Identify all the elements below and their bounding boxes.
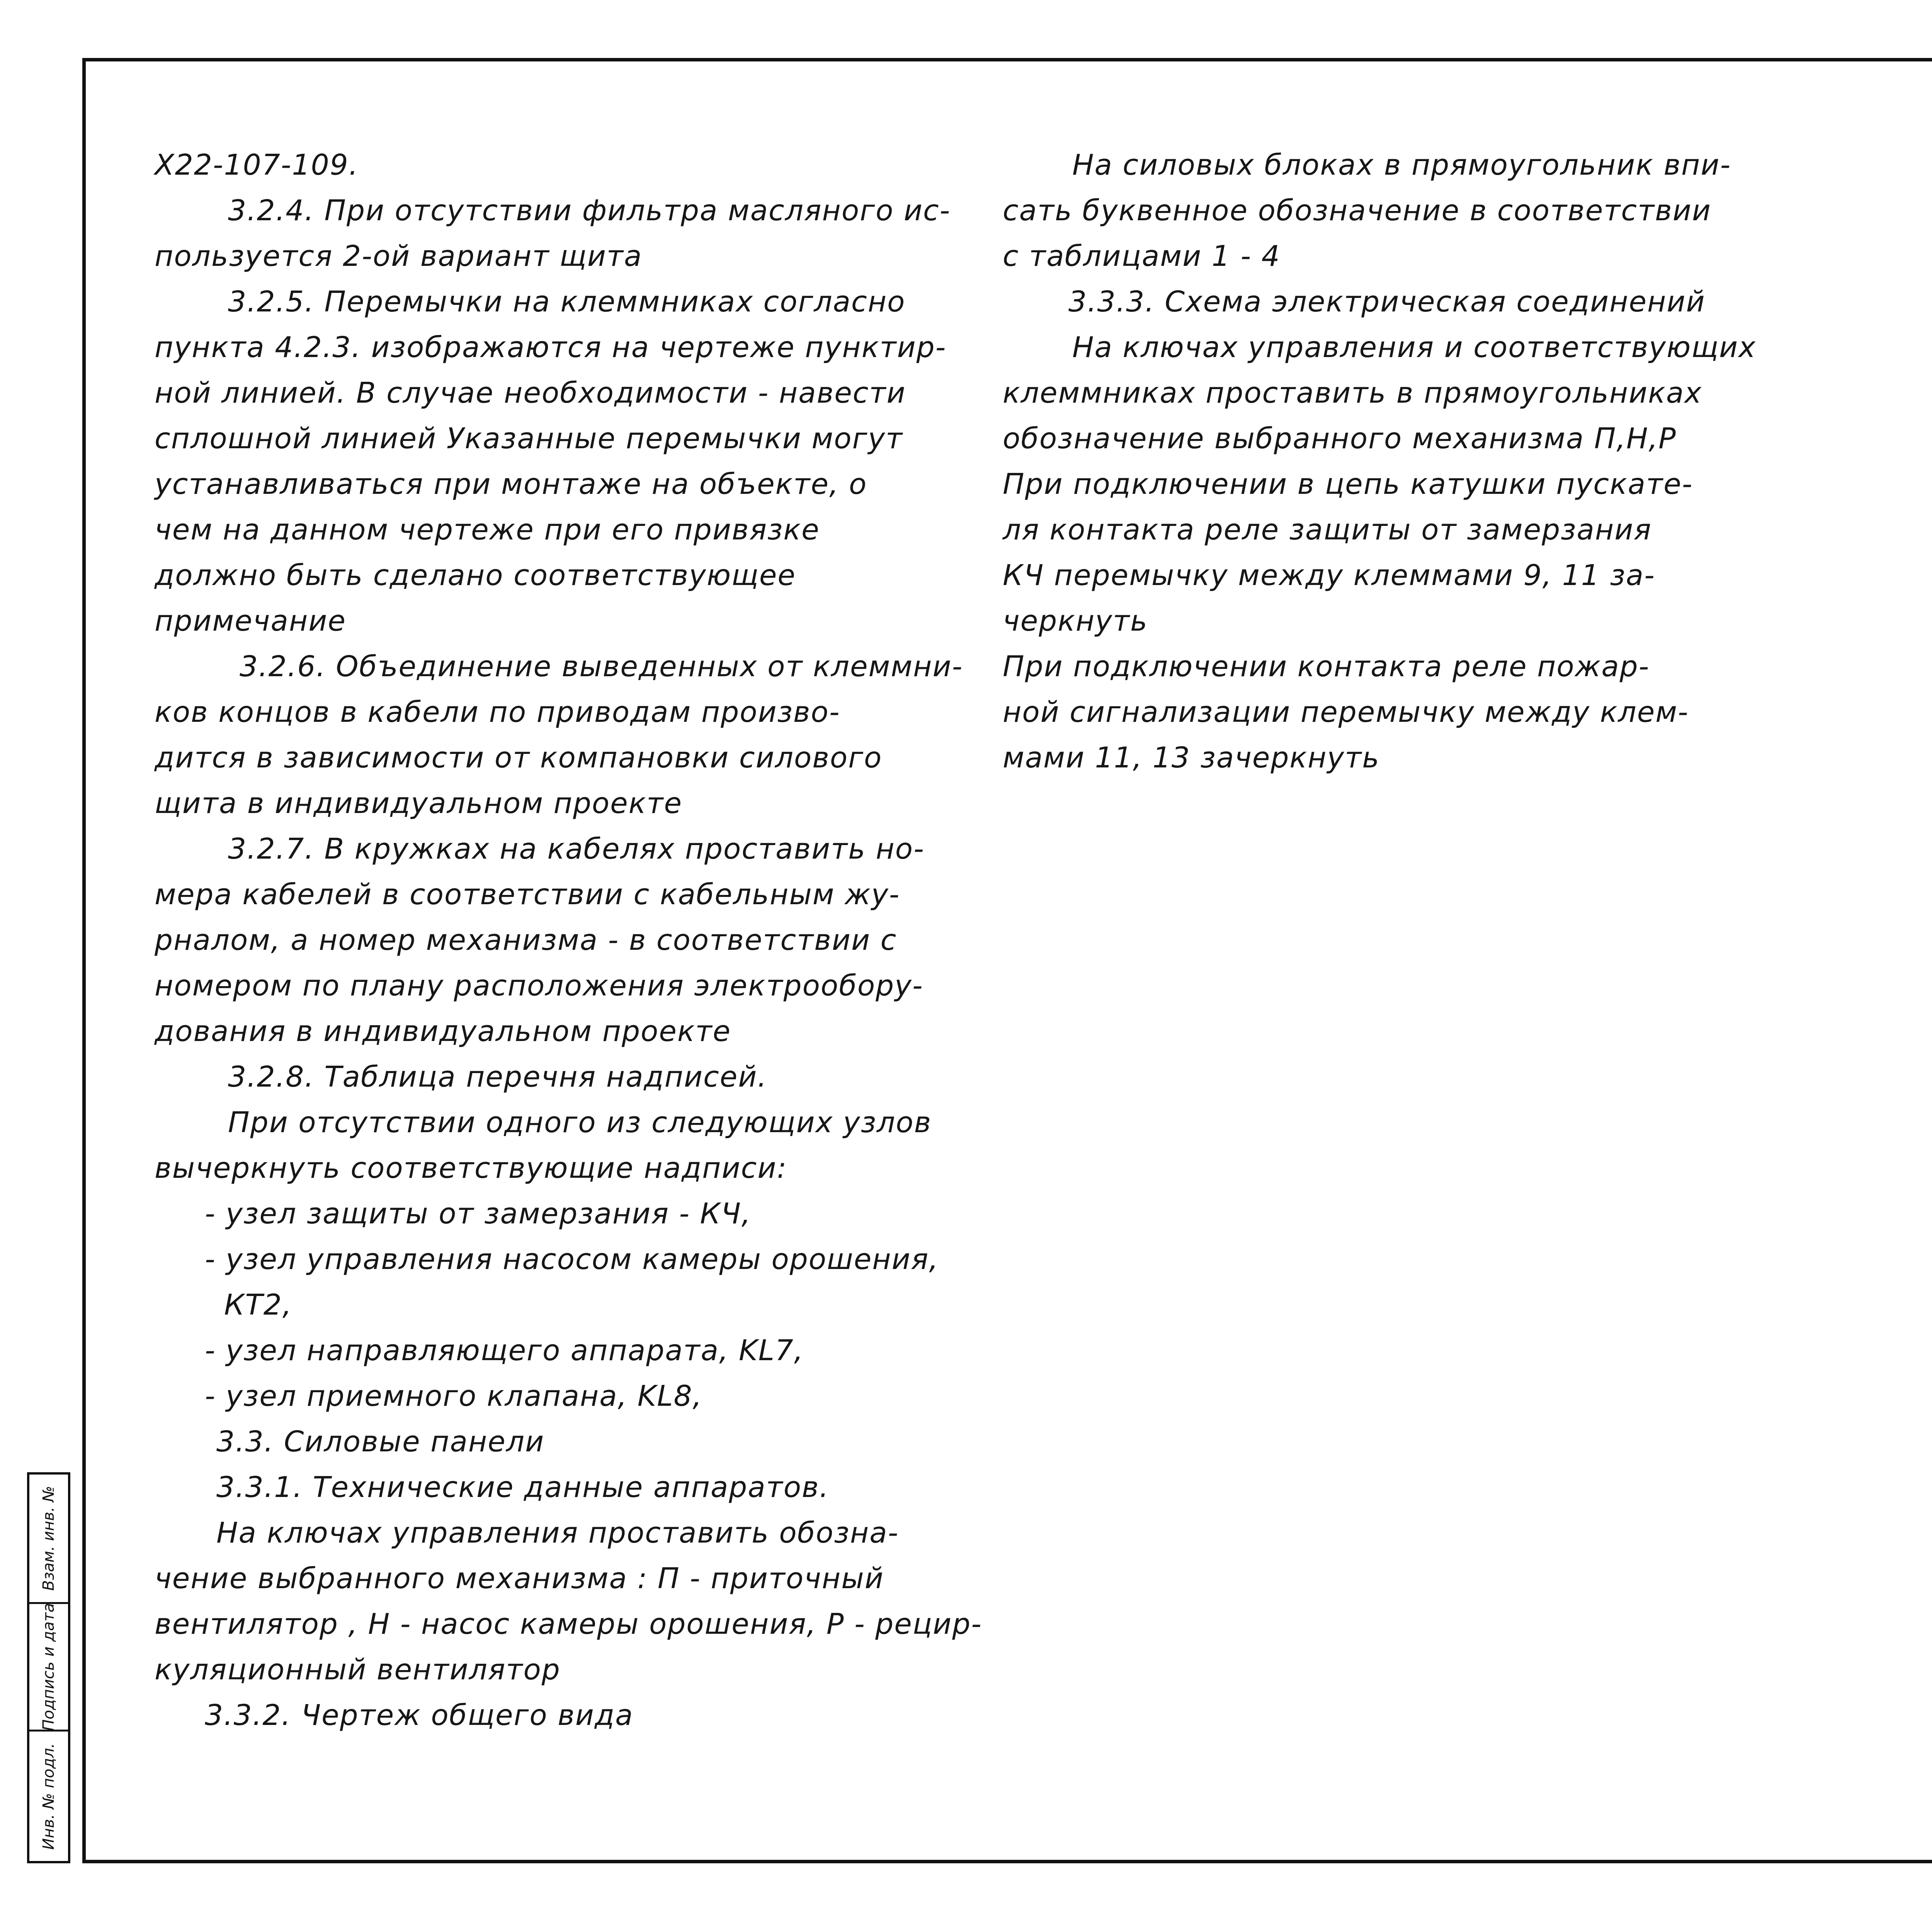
text-line: КТ2,: [224, 1288, 293, 1322]
text-line: - узел управления насосом камеры орошения,: [205, 1243, 939, 1276]
text-line: 3.2.4. При отсутствии фильтра масляного ис-: [228, 194, 951, 227]
text-line: 3.3.1. Технические данные аппаратов.: [216, 1471, 830, 1504]
text-line: 3.3.2. Чертеж общего вида: [205, 1699, 634, 1732]
text-line: На ключах управления и соответствующих: [1072, 331, 1756, 364]
text-line: чем на данном чертеже при его привязке: [155, 513, 820, 546]
text-line: мами 11, 13 зачеркнуть: [1003, 741, 1380, 774]
text-line: номером по плану расположения электрообору-: [155, 969, 923, 1002]
stamp-cell: [29, 1475, 68, 1602]
text-line: ков концов в кабели по приводам произво-: [155, 696, 840, 729]
text-line: обозначение выбранного механизма П,Н,Р: [1003, 422, 1677, 455]
text-line: сплошной линией Указанные перемычки могут: [155, 422, 903, 455]
margin-stamp: [27, 1472, 70, 1863]
text-line: ной линией. В случае необходимости - навести: [155, 376, 906, 410]
text-line: Х22-107-109.: [155, 148, 359, 182]
text-line: вычеркнуть соответствующие надписи:: [155, 1152, 787, 1185]
text-line: куляционный вентилятор: [155, 1653, 561, 1686]
text-line: При подключении контакта реле пожар-: [1003, 650, 1650, 683]
text-line: - узел направляющего аппарата, KL7,: [205, 1334, 804, 1367]
text-line: вентилятор , Н - насос камеры орошения, Р - рецир-: [155, 1607, 982, 1641]
text-line: с таблицами 1 - 4: [1003, 240, 1281, 273]
text-line: устанавливаться при монтаже на объекте, о: [155, 468, 867, 501]
stamp-cell: [29, 1730, 68, 1861]
text-line: 3.2.5. Перемычки на клеммниках согласно: [228, 285, 906, 318]
stamp-label: Подпись и дата: [40, 1602, 58, 1731]
text-line: щита в индивидуальном проекте: [155, 787, 683, 820]
text-line: пользуется 2-ой вариант щита: [155, 240, 643, 273]
text-line: мера кабелей в соответствии с кабельным жу-: [155, 878, 900, 911]
text-line: 3.3. Силовые панели: [216, 1425, 545, 1458]
text-line: КЧ перемычку между клеммами 9, 11 за-: [1003, 559, 1655, 592]
text-line: На силовых блоках в прямоугольник впи-: [1072, 148, 1731, 182]
text-line: 3.2.8. Таблица перечня надписей.: [228, 1060, 767, 1094]
stamp-label: Инв. № подл.: [40, 1743, 58, 1850]
stamp-label: Взам. инв. №: [40, 1486, 58, 1591]
text-line: примечание: [155, 604, 346, 638]
text-line: - узел приемного клапана, KL8,: [205, 1379, 703, 1413]
text-line: ля контакта реле защиты от замерзания: [1003, 513, 1652, 546]
text-line: дования в индивидуальном проекте: [155, 1015, 731, 1048]
text-line: 3.3.3. Схема электрическая соединений: [1068, 285, 1706, 318]
text-line: дится в зависимости от компановки силового: [155, 741, 883, 774]
text-line: клеммниках проставить в прямоугольниках: [1003, 376, 1702, 410]
text-line: сать буквенное обозначение в соответствии: [1003, 194, 1711, 227]
text-line: чение выбранного механизма : П - приточный: [155, 1562, 884, 1595]
text-line: При отсутствии одного из следующих узлов: [228, 1106, 932, 1139]
text-line: На ключах управления проставить обозна-: [216, 1516, 899, 1550]
text-line: - узел защиты от замерзания - КЧ,: [205, 1197, 752, 1230]
text-line: рналом, а номер механизма - в соответствии с: [155, 924, 897, 957]
text-line: 3.2.6. Объединение выведенных от клеммни-: [240, 650, 963, 683]
text-line: пункта 4.2.3. изображаются на чертеже пунктир-: [155, 331, 947, 364]
text-line: 3.2.7. В кружках на кабелях проставить но-: [228, 832, 925, 866]
text-line: При подключении в цепь катушки пускате-: [1003, 468, 1693, 501]
stamp-cell: [29, 1602, 68, 1730]
text-line: ной сигнализации перемычку между клем-: [1003, 696, 1689, 729]
text-line: должно быть сделано соответствующее: [155, 559, 796, 592]
text-line: черкнуть: [1003, 604, 1148, 638]
